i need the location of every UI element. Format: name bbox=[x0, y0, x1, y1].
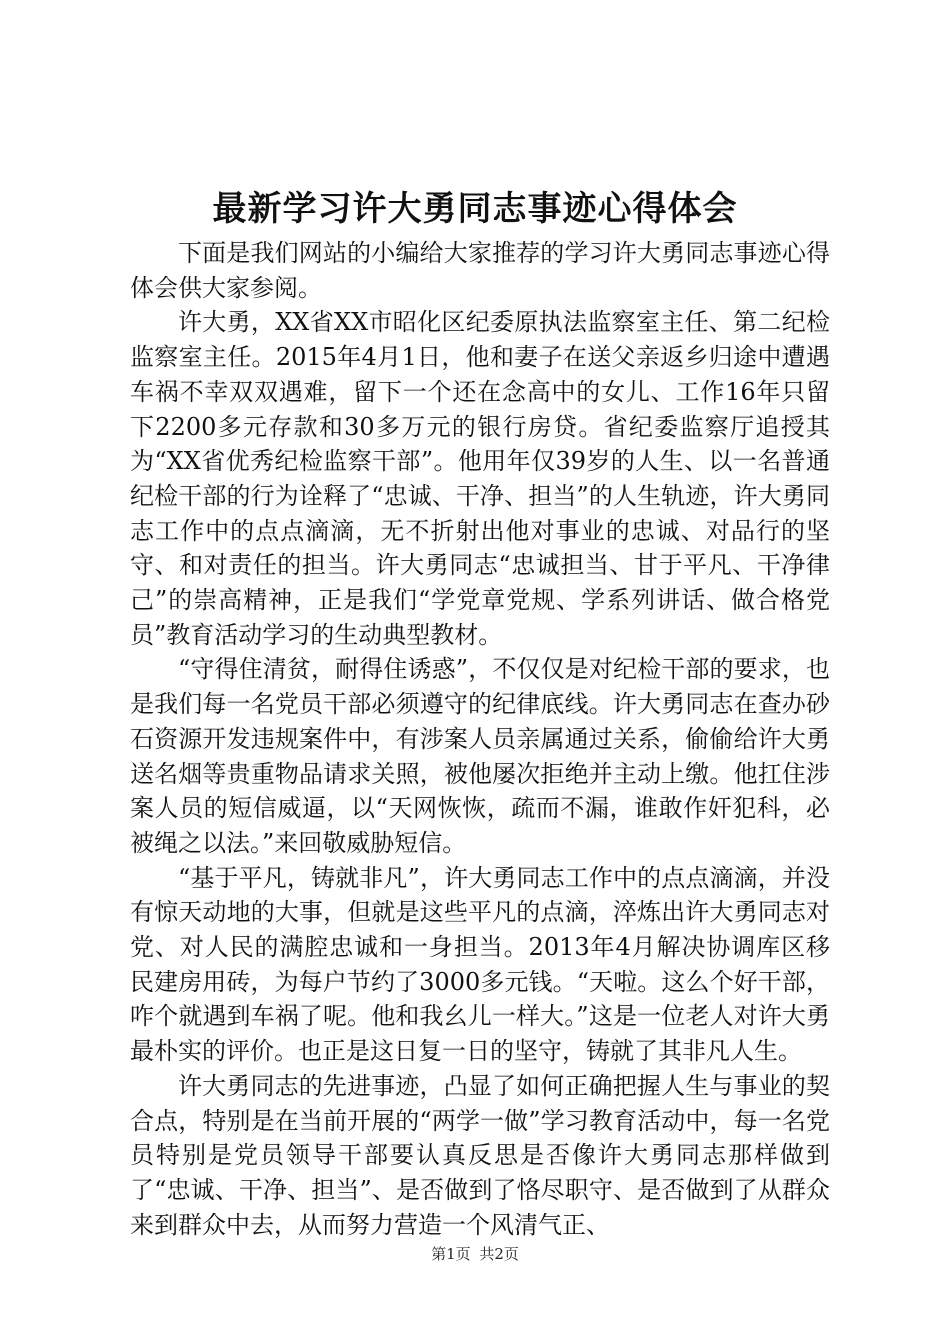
paragraph-ordinary: “基于平凡，铸就非凡”，许大勇同志工作中的点点滴滴，并没有惊天动地的大事，但就是这些平凡的点滴，淬炼出许大勇同志对党、对人民的满腔忠诚和一身担当。2013年4月解决协调库区移民建房用砖，为每户节约了3000多元钱。“天啦。这么个好干部，咋个就遇到车祸了呢。他和我幺儿一样大。”这是一位老人对许大勇最朴实的评价。也正是这日复一日的坚守，铸就了其非凡人生。 bbox=[130, 863, 830, 1066]
paragraph-intro: 下面是我们网站的小编给大家推荐的学习许大勇同志事迹心得体会供大家参阅。 bbox=[130, 239, 830, 302]
paragraph-reflection: 许大勇同志的先进事迹，凸显了如何正确把握人生与事业的契合点，特别是在当前开展的“两学一做”学习教育活动中，每一名党员特别是党员领导干部要认真反思是否像许大勇同志那样做到了“忠诚、干净、担当”、是否做到了恪尽职守、是否做到了从群众来到群众中去，从而努力营造一个风清气正、 bbox=[130, 1071, 830, 1239]
paragraph-integrity: “守得住清贫，耐得住诱惑”，不仅仅是对纪检干部的要求，也是我们每一名党员干部必须遵守的纪律底线。许大勇同志在查办砂石资源开发违规案件中，有涉案人员亲属通过关系，偷偷给许大勇送名烟等贵重物品请求关照，被他屡次拒绝并主动上缴。他扛住涉案人员的短信威逼，以“天网恢恢，疏而不漏，谁敢作奸犯科，必被绳之以法。”来回敬威胁短信。 bbox=[130, 655, 830, 857]
paragraph-biography: 许大勇，XX省XX市昭化区纪委原执法监察室主任、第二纪检监察室主任。2015年4月1日，他和妻子在送父亲返乡归途中遭遇车祸不幸双双遇难，留下一个还在念高中的女儿、工作16年只留下2200多元存款和30多万元的银行房贷。省纪委监察厅追授其为“XX省优秀纪检监察干部”。他用年仅39岁的人生、以一名普通纪检干部的行为诠释了“忠诚、干净、担当”的人生轨迹，许大勇同志工作中的点点滴滴，无不折射出他对事业的忠诚、对品行的坚守、和对责任的担当。许大勇同志“忠诚担当、甘于平凡、干净律己”的崇高精神，正是我们“学党章党规、学系列讲话、做合格党员”教育活动学习的生动典型教材。 bbox=[130, 308, 830, 649]
page-number: 第1页 bbox=[431, 1245, 471, 1263]
page-footer bbox=[0, 1244, 950, 1264]
document-title: 最新学习许大勇同志事迹心得体会 bbox=[212, 189, 738, 229]
page-total: 共2页 bbox=[479, 1245, 519, 1263]
document-body bbox=[130, 236, 830, 1242]
